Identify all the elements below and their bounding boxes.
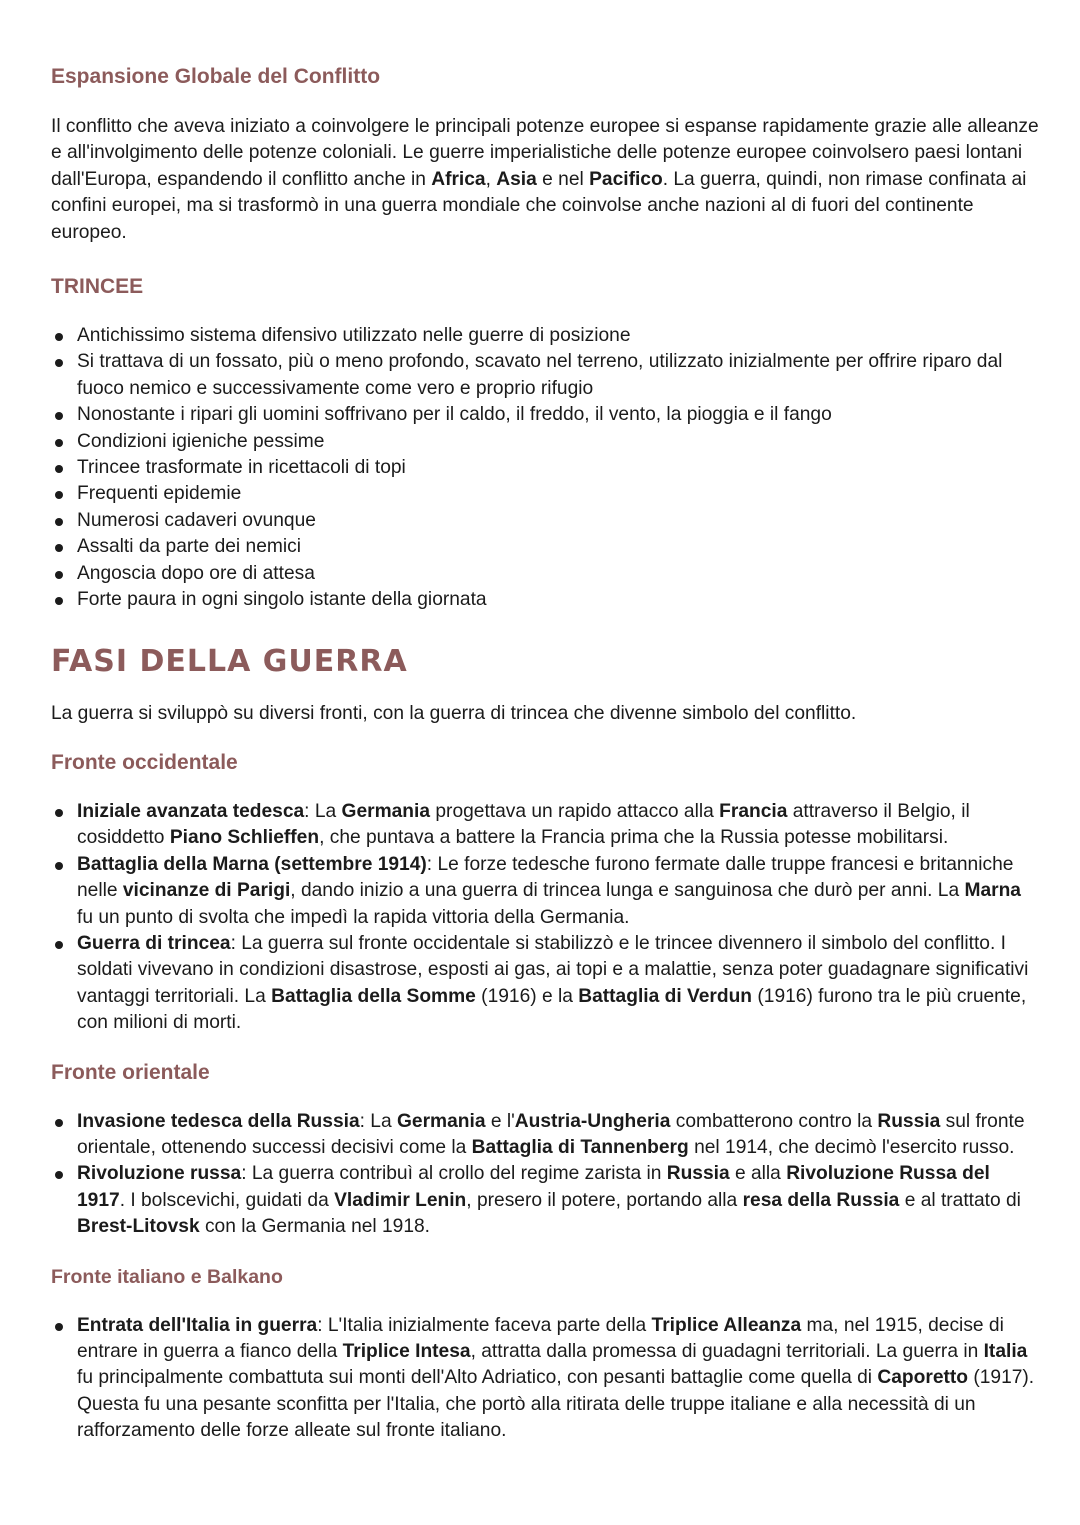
list-item: Angoscia dopo ore di attesa <box>51 561 1040 587</box>
list-item: Entrata dell'Italia in guerra: L'Italia inizialmente faceva parte della Triplice Alleanza ma, nel 1915, decise di entrare in guerra a fianco della Triplice Intesa, attratta dalla promessa di guadagni territoriali. La guerra in Italia fu principalmente combattuta sui monti dell'Alto Adriatico, con pesanti battaglie come quella di Caporetto (1917). Questa fu una pesante sconfitta per l'Italia, che portò alla ritirata delle truppe italiane e alla necessità di un rafforzamento delle forze alleate sul fronte italiano. <box>51 1313 1040 1445</box>
occidentale-list <box>51 799 1040 1037</box>
section-title-fronte-italiano: Fronte italiano e Balkano <box>51 1265 283 1288</box>
list-item: Assalti da parte dei nemici <box>51 534 1040 560</box>
section-title-fronte-orientale: Fronte orientale <box>51 1060 210 1084</box>
list-item: Trincee trasformate in ricettacoli di topi <box>51 455 1040 481</box>
section-title-espansione: Espansione Globale del Conflitto <box>51 65 381 88</box>
section-title-trincee: TRINCEE <box>51 275 144 299</box>
paragraph-espansione: Il conflitto che aveva iniziato a coinvolgere le principali potenze europee si espanse rapidamente grazie alle alleanze e all'involgimento delle potenze coloniali. Le guerre imperialistiche delle potenze europee coinvolsero paesi lontani dall'Europa, espandendo il conflitto anche in Africa, Asia e nel Pacifico. La guerra, quindi, non rimase confinata ai confini europei, ma si trasformò in una guerra mondiale che coinvolse anche nazioni al di fuori del continente europeo. <box>51 116 1039 243</box>
list-item: Nonostante i ripari gli uomini soffrivano per il caldo, il freddo, il vento, la pioggia e il fango <box>51 402 1040 428</box>
section-title-fronte-occidentale: Fronte occidentale <box>51 750 238 774</box>
list-item: Forte paura in ogni singolo istante della giornata <box>51 587 1040 613</box>
heading-fasi-della-guerra: FASI DELLA GUERRA <box>51 643 408 679</box>
list-item: Antichissimo sistema difensivo utilizzato nelle guerre di posizione <box>51 323 1040 349</box>
list-item: Si trattava di un fossato, più o meno profondo, scavato nel terreno, utilizzato inizialmente per offrire riparo dal fuoco nemico e successivamente come vero e proprio rifugio <box>51 349 1040 402</box>
list-item: Guerra di trincea: La guerra sul fronte occidentale si stabilizzò e le trincee divennero il simbolo del conflitto. I soldati vivevano in condizioni disastrose, esposti ai gas, ai topi e a malattie, senza poter guadagnare significativi vantaggi territoriali. La Battaglia della Somme (1916) e la Battaglia di Verdun (1916) furono tra le più cruente, con milioni di morti. <box>51 931 1040 1037</box>
paragraph-fasi-intro: La guerra si sviluppò su diversi fronti, con la guerra di trincea che divenne simbolo del conflitto. <box>51 702 857 724</box>
list-item: Frequenti epidemie <box>51 481 1040 507</box>
trincee-list <box>51 323 1040 613</box>
list-item: Invasione tedesca della Russia: La Germania e l'Austria-Ungheria combatterono contro la Russia sul fronte orientale, ottenendo successi decisivi come la Battaglia di Tannenberg nel 1914, che decimò l'esercito russo. <box>51 1109 1040 1162</box>
orientale-list <box>51 1109 1040 1241</box>
italiano-list <box>51 1313 1040 1445</box>
list-item: Numerosi cadaveri ovunque <box>51 508 1040 534</box>
list-item: Battaglia della Marna (settembre 1914): Le forze tedesche furono fermate dalle truppe francesi e britanniche nelle vicinanze di Parigi, dando inizio a una guerra di trincea lunga e sanguinosa che durò per anni. La Marna fu un punto di svolta che impedì la rapida vittoria della Germania. <box>51 852 1040 931</box>
list-item: Condizioni igieniche pessime <box>51 429 1040 455</box>
list-item: Rivoluzione russa: La guerra contribuì al crollo del regime zarista in Russia e alla Rivoluzione Russa del 1917. I bolscevichi, guidati da Vladimir Lenin, presero il potere, portando alla resa della Russia e al trattato di Brest-Litovsk con la Germania nel 1918. <box>51 1161 1040 1240</box>
list-item: Iniziale avanzata tedesca: La Germania progettava un rapido attacco alla Francia attraverso il Belgio, il cosiddetto Piano Schlieffen, che puntava a battere la Francia prima che la Russia potesse mobilitarsi. <box>51 799 1040 852</box>
